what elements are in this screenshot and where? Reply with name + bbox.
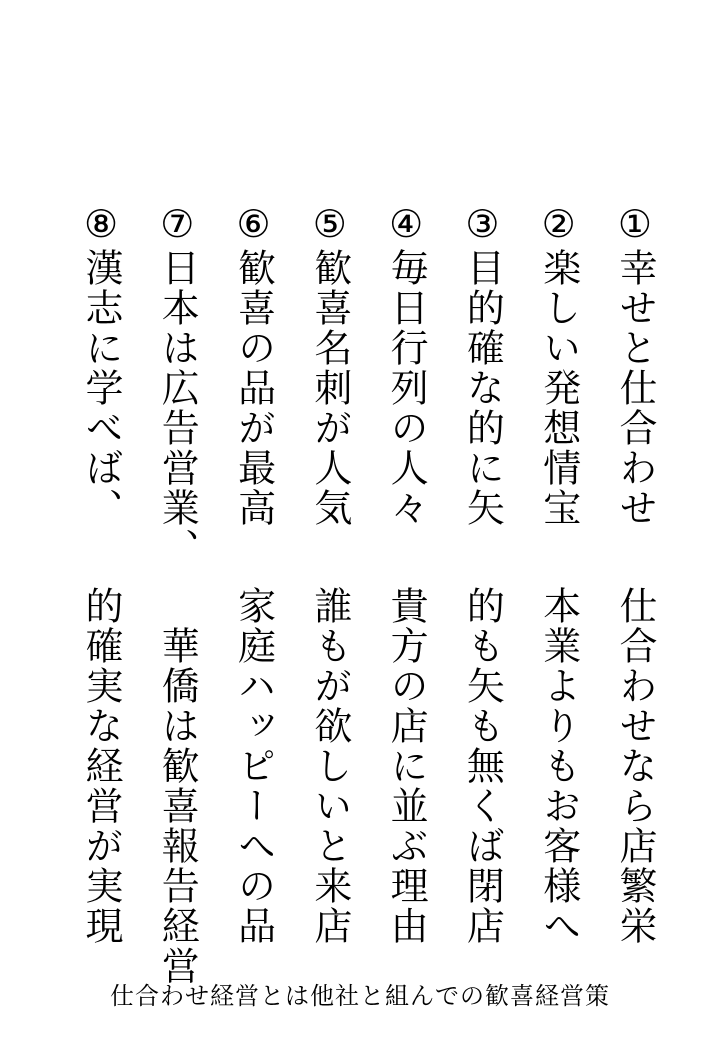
column-tail-text: 貴方の店に並ぶ理由 — [384, 586, 429, 946]
column-head-text: 日本は広告営業、 — [155, 248, 200, 568]
column-tail-text: 華僑は歓喜報告経営 — [155, 626, 200, 986]
vertical-text-columns — [78, 202, 658, 986]
column-head-text: 歓喜の品が最高 — [231, 248, 276, 528]
column-head-text: 楽しい発想情宝 — [536, 248, 581, 528]
column-number: ⑤ — [307, 202, 352, 248]
column-tail-text: 的も矢も無くば閉店 — [460, 586, 505, 946]
column-number: ⑥ — [231, 202, 276, 248]
column-tail-text: 本業よりもお客様へ — [536, 586, 581, 946]
column-4 — [383, 202, 429, 946]
column-5 — [307, 202, 353, 946]
column-head-text: 歓喜名刺が人気 — [307, 248, 352, 528]
column-number: ④ — [384, 202, 429, 248]
column-head-text: 漢志に学べば、 — [79, 248, 123, 528]
column-number: ③ — [460, 202, 505, 248]
column-2 — [536, 202, 582, 946]
column-number: ① — [612, 202, 657, 248]
column-1 — [612, 202, 658, 946]
column-head-text: 目的確な的に矢 — [460, 248, 505, 528]
column-3 — [459, 202, 505, 946]
column-number: ⑦ — [155, 202, 200, 248]
column-6 — [231, 202, 277, 946]
column-tail-text: 誰もが欲しいと来店 — [307, 586, 352, 946]
column-tail-text: 仕合わせなら店繁栄 — [612, 586, 657, 946]
column-tail-text: 家庭ハッピーへの品 — [231, 586, 276, 946]
column-head-text: 毎日行列の人々 — [384, 248, 429, 528]
column-tail-text: 的確実な経営が実現 — [79, 586, 123, 946]
column-7 — [154, 202, 200, 986]
column-number: ② — [536, 202, 581, 248]
column-number: ⑧ — [79, 202, 123, 248]
footer-caption: 仕合わせ経営とは他社と組んでの歓喜経営策 — [110, 982, 610, 1010]
column-8 — [78, 202, 124, 946]
column-head-text: 幸せと仕合わせ — [612, 248, 657, 528]
